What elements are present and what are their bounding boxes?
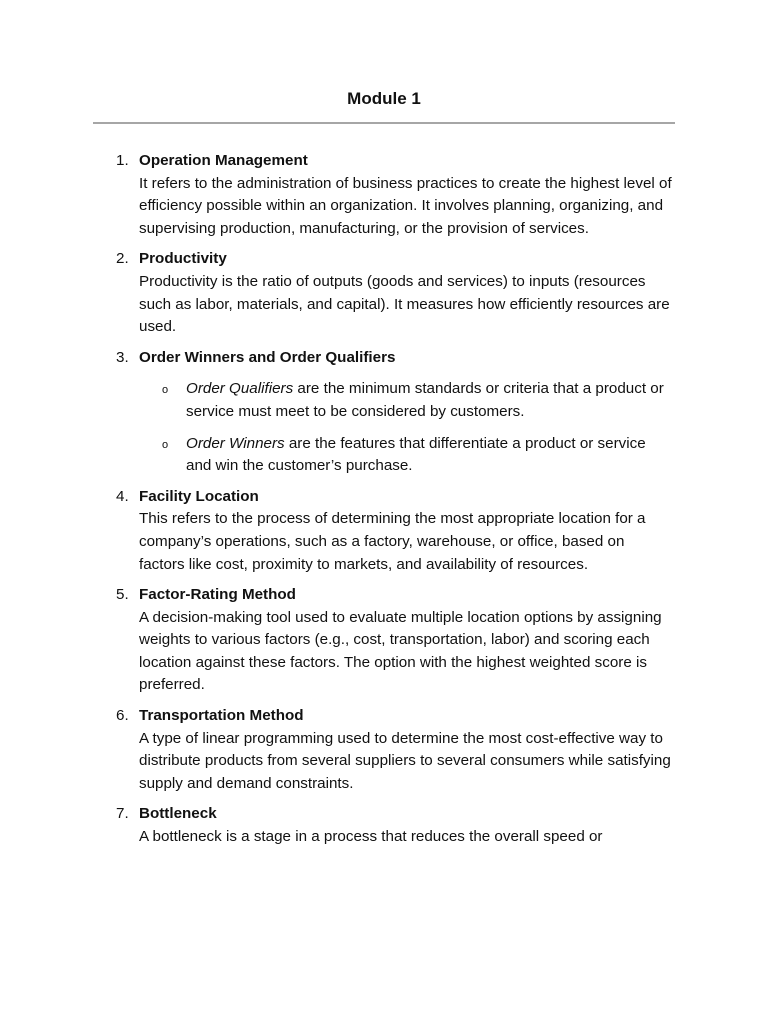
list-item-number: 4. [116,487,129,505]
list-item-bottleneck [0,803,768,848]
list-item-productivity [0,248,768,338]
list-item-title: Order Winners and Order Qualifiers [139,348,396,366]
list-item-facility-location [0,486,768,576]
document-body [0,150,768,857]
list-item-factor-rating-method [0,584,768,697]
sub-list [139,378,674,477]
list-item-number: 3. [116,348,129,366]
title-divider [93,122,675,124]
sub-item-term: Order Qualifiers [186,380,294,398]
list-item-number: 6. [116,707,129,725]
list-item-title: Operation Management [139,152,308,169]
sub-item-order-qualifiers [139,378,674,423]
list-item-description: A bottleneck is a stage in a process that reduces the overall speed or [139,828,603,846]
list-item-number: 7. [116,805,129,823]
page-title: Module 1 [347,89,421,108]
sub-item-text: are the minimum standards or criteria that a product or service must meet to be considered by customers. [186,380,664,420]
list-item-description: This refers to the process of determining the most appropriate location for a company’s operations, such as a factory, warehouse, or office, based on factors like cost, proximity to markets, and availability of resources. [139,510,646,573]
bullet-icon: o [162,384,169,397]
list-item-number: 5. [116,586,129,604]
bullet-icon: o [162,438,169,451]
list-item-title: Bottleneck [139,805,217,823]
list-item-title: Transportation Method [139,707,304,725]
list-item-operation-management [0,150,768,240]
list-item-transportation-method [0,705,768,795]
sub-item-text: are the features that differentiate a product or service and win the customer’s purchase. [186,434,646,475]
term-list [0,150,768,849]
list-item-description: A decision-making tool used to evaluate multiple location options by assigning weights to various factors (e.g., cost, transportation, labor) and scoring each location against these factors. The option with the highest weighted score is preferred. [139,608,662,694]
list-item-description: A type of linear programming used to determine the most cost-effective way to distribute products from several suppliers to several consumers while satisfying supply and demand constraints. [139,729,671,792]
sub-item-order-winners [139,433,674,478]
list-item-description: Productivity is the ratio of outputs (goods and services) to inputs (resources such as labor, materials, and capital). It measures how efficiently resources are used. [139,272,670,336]
sub-item-term: Order Winners [186,434,285,452]
list-item-description: It refers to the administration of business practices to create the highest level of efficiency possible within an organization. It involves planning, organizing, and supervising production, manufacturing, or the provision of services. [139,174,672,237]
list-item-title: Factor-Rating Method [139,586,296,604]
list-item-title: Facility Location [139,487,259,505]
list-item-order-winners-qualifiers [0,347,768,478]
list-item-number: 1. [116,152,129,169]
list-item-number: 2. [116,250,129,268]
list-item-title: Productivity [139,250,227,268]
